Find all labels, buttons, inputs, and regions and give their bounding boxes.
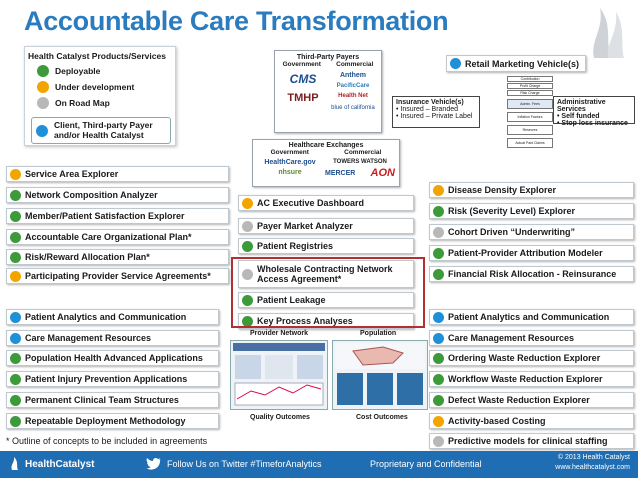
provider-network-label: Provider Network xyxy=(250,330,308,337)
population-label: Population xyxy=(360,330,397,337)
legend-deployable: Deployable xyxy=(37,65,100,77)
right-bottom-item[interactable]: Predictive models for clinical staffing xyxy=(429,433,634,449)
right-top-item[interactable]: Patient-Provider Attribution Modeler xyxy=(429,245,634,261)
mercer-logo: MERCER xyxy=(325,169,356,177)
quality-outcomes-label: Quality Outcomes xyxy=(250,414,310,421)
highlight-outline xyxy=(231,257,425,328)
retail-marketing-vehicle[interactable]: Retail Marketing Vehicle(s) xyxy=(446,55,586,72)
gray-dot-icon xyxy=(242,221,253,232)
right-bottom-item[interactable]: Activity-based Costing xyxy=(429,413,634,429)
population-screenshot xyxy=(332,340,428,410)
nhsure-logo: nhsure xyxy=(278,169,302,176)
left-bottom-item[interactable]: Patient Analytics and Communication xyxy=(6,309,219,325)
dashboard-thumbnail-icon xyxy=(231,341,327,409)
green-dot-icon xyxy=(10,374,21,385)
healthnet-logo: Health Net xyxy=(338,93,368,99)
legend-heading: Health Catalyst Products/Services xyxy=(28,51,166,61)
cms-logo: CMS xyxy=(289,72,317,86)
right-top-item[interactable]: Risk (Severity Level) Explorer xyxy=(429,203,634,219)
left-top-item[interactable]: Network Composition Analyzer xyxy=(6,187,229,203)
orange-dot-icon xyxy=(10,169,21,180)
left-top-item[interactable]: Participating Provider Service Agreements* xyxy=(6,268,229,284)
green-dot-icon xyxy=(433,269,444,280)
legend-client: Client, Third-party Payer and/or Health Catalyst xyxy=(31,117,171,144)
green-dot-icon xyxy=(433,395,444,406)
green-dot-icon xyxy=(10,353,21,364)
green-dot-icon xyxy=(10,211,21,222)
green-dot-icon xyxy=(10,190,21,201)
right-bottom-item[interactable]: Workflow Waste Reduction Explorer xyxy=(429,371,634,387)
center-item[interactable]: Wholesale Contracting Network Access Agreement* xyxy=(238,260,414,288)
tmhp-logo: TMHP xyxy=(287,92,319,104)
center-item[interactable]: Patient Registries xyxy=(238,238,414,254)
orange-dot-icon xyxy=(242,198,253,209)
provider-network-screenshot xyxy=(230,340,328,410)
right-bottom-item[interactable]: Ordering Waste Reduction Explorer xyxy=(429,350,634,366)
gray-dot-icon xyxy=(433,436,444,447)
left-bottom-item[interactable]: Care Management Resources xyxy=(6,330,219,346)
green-dot-icon xyxy=(10,395,21,406)
health-catalyst-flame-icon xyxy=(586,0,632,60)
insurance-vehicle-box: Insurance Vehicle(s) • Insured – Branded • Insured – Private Label xyxy=(392,96,480,128)
blue-dot-icon xyxy=(450,58,461,69)
green-dot-icon xyxy=(37,65,49,77)
left-bottom-item[interactable]: Population Health Advanced Applications xyxy=(6,350,219,366)
cost-stack: Contribution Profit Charge Risk Charge Admin. Fees Inflation Factors Reserves Actual Paid Claims xyxy=(507,76,553,144)
right-top-item[interactable]: Financial Risk Allocation - Reinsurance xyxy=(429,266,634,282)
healthcare-gov-logo: HealthCare.gov xyxy=(264,159,316,166)
center-item[interactable]: AC Executive Dashboard xyxy=(238,195,414,211)
right-bottom-item[interactable]: Patient Analytics and Communication xyxy=(429,309,634,325)
twitter-link[interactable]: Follow Us on Twitter #TimeforAnalytics xyxy=(146,457,322,470)
blue-of-california-logo: blue of california xyxy=(331,105,375,111)
center-item[interactable]: Payer Market Analyzer xyxy=(238,218,414,234)
towers-watson-logo: TOWERS WATSON xyxy=(333,159,387,165)
right-bottom-item[interactable]: Defect Waste Reduction Explorer xyxy=(429,392,634,408)
population-map-icon xyxy=(333,341,427,409)
legend-panel xyxy=(24,46,176,146)
left-bottom-item[interactable]: Permanent Clinical Team Structures xyxy=(6,392,219,408)
legend-on-road-map: On Road Map xyxy=(37,97,110,109)
right-top-item[interactable]: Cohort Driven “Underwriting” xyxy=(429,224,634,240)
left-top-item[interactable]: Accountable Care Organizational Plan* xyxy=(6,229,229,245)
green-dot-icon xyxy=(433,374,444,385)
left-bottom-item[interactable]: Patient Injury Prevention Applications xyxy=(6,371,219,387)
green-dot-icon xyxy=(433,206,444,217)
gray-dot-icon xyxy=(37,97,49,109)
legend-under-development: Under development xyxy=(37,81,134,93)
orange-dot-icon xyxy=(37,81,49,93)
green-dot-icon xyxy=(433,248,444,259)
right-bottom-item[interactable]: Care Management Resources xyxy=(429,330,634,346)
orange-dot-icon xyxy=(433,416,444,427)
orange-dot-icon xyxy=(10,271,21,282)
center-item[interactable]: Patient Leakage xyxy=(238,292,414,308)
blue-dot-icon xyxy=(10,312,21,323)
website-link[interactable]: www.healthcatalyst.com xyxy=(555,464,630,471)
page-title: Accountable Care Transformation xyxy=(24,6,449,36)
right-top-item[interactable]: Disease Density Explorer xyxy=(429,182,634,198)
blue-dot-icon xyxy=(36,125,48,137)
administrative-services-box: Administrative Services • Self funded • Stop loss insurance xyxy=(553,96,635,124)
left-bottom-item[interactable]: Repeatable Deployment Methodology xyxy=(6,413,219,429)
green-dot-icon xyxy=(10,252,21,263)
green-dot-icon xyxy=(242,241,253,252)
health-catalyst-logo-icon xyxy=(10,457,22,471)
left-top-item[interactable]: Service Area Explorer xyxy=(6,166,229,182)
left-top-item[interactable]: Risk/Reward Allocation Plan* xyxy=(6,249,229,265)
green-dot-icon xyxy=(10,232,21,243)
center-item[interactable]: Key Process Analyses xyxy=(238,313,414,329)
pacificare-logo: PacificCare xyxy=(336,83,370,89)
footer-bar xyxy=(0,451,638,478)
gray-dot-icon xyxy=(433,227,444,238)
green-dot-icon xyxy=(10,416,21,427)
footer-brand: HealthCatalyst xyxy=(10,457,94,471)
anthem-logo: Anthem xyxy=(339,72,367,79)
left-top-item[interactable]: Member/Patient Satisfaction Explorer xyxy=(6,208,229,224)
blue-dot-icon xyxy=(433,312,444,323)
aon-logo: AON xyxy=(370,167,395,179)
third-party-payers-card: Third-Party Payers Government Commercial CMS TMHP Anthem PacificCare Health Net blue of california xyxy=(274,50,382,133)
orange-dot-icon xyxy=(433,185,444,196)
copyright-text: © 2013 Health Catalyst xyxy=(557,454,630,461)
healthcare-exchanges-card: Healthcare Exchanges Government Commercial HealthCare.gov nhsure TOWERS WATSON MERCER AON xyxy=(252,139,400,187)
green-dot-icon xyxy=(433,353,444,364)
blue-dot-icon xyxy=(10,333,21,344)
twitter-bird-icon xyxy=(146,457,162,470)
cost-outcomes-label: Cost Outcomes xyxy=(356,414,408,421)
blue-dot-icon xyxy=(433,333,444,344)
proprietary-text: Proprietary and Confidential xyxy=(370,459,482,469)
footnote: * Outline of concepts to be included in agreements xyxy=(6,436,208,446)
